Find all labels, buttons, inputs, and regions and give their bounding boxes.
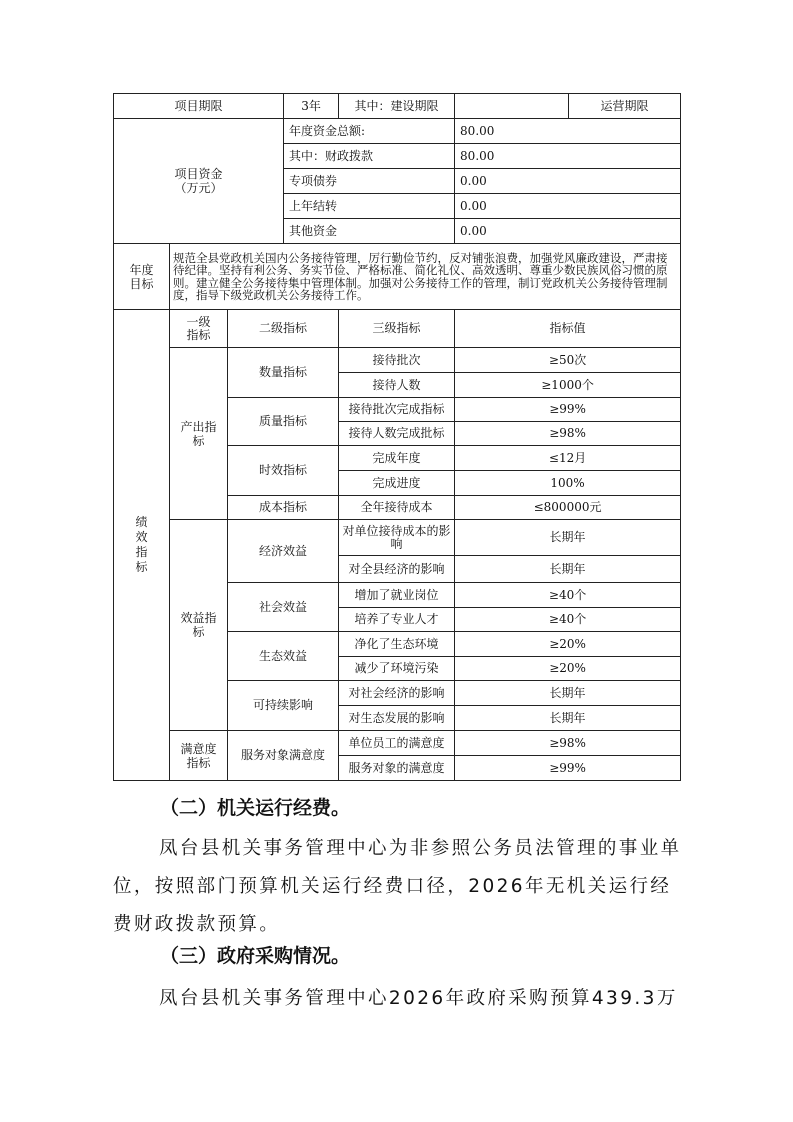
- social-label: 社会效益: [228, 583, 339, 632]
- indicator-value: ≥50次: [455, 348, 681, 373]
- funds-item-label: 其他资金: [284, 219, 455, 244]
- funds-item-value: 0.00: [455, 219, 681, 244]
- indicator-value: 长期年: [455, 556, 681, 583]
- indicator-header-row: [114, 310, 681, 348]
- indicator-value: ≥40个: [455, 608, 681, 632]
- indicator-name: 对生态发展的影响: [339, 706, 455, 731]
- indicator-name: 对社会经济的影响: [339, 681, 455, 706]
- period-row: [114, 94, 681, 119]
- indicator-value: ≥99%: [455, 398, 681, 422]
- output-label: [170, 348, 228, 520]
- indicator-name: 单位员工的满意度: [339, 731, 455, 756]
- perf-label-text: 绩效指标: [135, 515, 148, 574]
- section2-heading: （二）机关运行经费。: [160, 797, 351, 819]
- funds-item-value: 0.00: [455, 194, 681, 219]
- benefit-label: [170, 520, 228, 731]
- build-period-label: 其中：建设期限: [339, 94, 455, 119]
- indicator-value: 100%: [455, 471, 681, 496]
- indicator-name: 完成年度: [339, 446, 455, 471]
- indicator-name: 净化了生态环境: [339, 632, 455, 657]
- benefit-label-text: 效益指标: [180, 611, 217, 639]
- funds-row: [114, 119, 681, 144]
- indicator-name: 接待批次完成指标: [339, 398, 455, 422]
- quantity-label: 数量指标: [228, 348, 339, 398]
- section3-paragraph: 凤台县机关事务管理中心2026年政府采购预算439.3万: [159, 988, 678, 1009]
- funds-item-label: 其中：财政拨款: [284, 144, 455, 169]
- indicator-row: [114, 731, 681, 756]
- indicator-value: ≥20%: [455, 657, 681, 681]
- performance-table: [113, 93, 681, 781]
- satisfaction-label-text: 满意度指标: [180, 741, 217, 770]
- indicator-name: 培养了专业人才: [339, 608, 455, 632]
- indicator-name: 增加了就业岗位: [339, 583, 455, 608]
- build-period-value: [455, 94, 569, 119]
- indicator-value: ≥98%: [455, 731, 681, 756]
- period-years: 3年: [284, 94, 339, 119]
- sustainable-label: 可持续影响: [228, 681, 339, 731]
- ecological-label: 生态效益: [228, 632, 339, 681]
- indicator-name: 对单位接待成本的影响: [339, 520, 455, 556]
- header-level3: 三级指标: [339, 310, 455, 348]
- goal-label: [114, 244, 170, 310]
- goal-text: 规范全县党政机关国内公务接待管理，厉行勤俭节约，反对铺张浪费，加强党风廉政建设，严肃接待纪律。坚持有利公务、务实节俭、严格标准、简化礼仪、高效透明、尊重少数民族风俗习惯的原则。建立健全公务接待集中管理体制。加强对公务接待工作的管理，制订党政机关公务接待管理制度，指导下级党政机关公务接待工作。: [170, 244, 681, 310]
- goal-label-text: 年度目标: [129, 262, 154, 291]
- indicator-name: 全年接待成本: [339, 496, 455, 520]
- economic-label: 经济效益: [228, 520, 339, 583]
- section2-paragraph: 凤台县机关事务管理中心为非参照公务员法管理的事业单位，按照部门预算机关运行经费口径，2026年无机关运行经费财政拨款预算。: [113, 838, 682, 935]
- indicator-value: ≥20%: [455, 632, 681, 657]
- funds-item-label: 专项债券: [284, 169, 455, 194]
- output-label-text: 产出指标: [180, 419, 217, 448]
- funds-item-label: 上年结转: [284, 194, 455, 219]
- goal-row: [114, 244, 681, 310]
- indicator-name: 接待批次: [339, 348, 455, 373]
- indicator-value: 长期年: [455, 681, 681, 706]
- ops-period-label: 运营期限: [569, 94, 681, 119]
- indicator-value: ≥99%: [455, 756, 681, 781]
- perf-label: [114, 310, 170, 781]
- indicator-value: ≥40个: [455, 583, 681, 608]
- header-value: 指标值: [455, 310, 681, 348]
- indicator-value: ≤12月: [455, 446, 681, 471]
- indicator-value: 长期年: [455, 706, 681, 731]
- section3-heading: （三）政府采购情况。: [160, 945, 351, 967]
- indicator-name: 接待人数完成批标: [339, 422, 455, 446]
- funds-label-text: 项目资金（万元）: [174, 167, 223, 195]
- indicator-name: 完成进度: [339, 471, 455, 496]
- service-satisfaction-label: 服务对象满意度: [228, 731, 339, 781]
- indicator-value: ≤800000元: [455, 496, 681, 520]
- indicator-value: ≥98%: [455, 422, 681, 446]
- header-level1: [170, 310, 228, 348]
- funds-item-value: 80.00: [455, 144, 681, 169]
- satisfaction-label: [170, 731, 228, 781]
- header-level2: 二级指标: [228, 310, 339, 348]
- indicator-name: 接待人数: [339, 373, 455, 398]
- indicator-value: 长期年: [455, 520, 681, 556]
- period-label: 项目期限: [114, 94, 284, 119]
- timeliness-label: 时效指标: [228, 446, 339, 496]
- funds-label: [114, 119, 284, 244]
- indicator-row: [114, 520, 681, 556]
- funds-item-value: 0.00: [455, 169, 681, 194]
- funds-item-value: 80.00: [455, 119, 681, 144]
- indicator-name: 服务对象的满意度: [339, 756, 455, 781]
- quality-label: 质量指标: [228, 398, 339, 446]
- cost-label: 成本指标: [228, 496, 339, 520]
- header-level1-text: 一级指标: [186, 314, 211, 342]
- indicator-name: 对全县经济的影响: [339, 556, 455, 583]
- funds-item-label: 年度资金总额:: [284, 119, 455, 144]
- indicator-row: [114, 348, 681, 373]
- indicator-name: 减少了环境污染: [339, 657, 455, 681]
- indicator-value: ≥1000个: [455, 373, 681, 398]
